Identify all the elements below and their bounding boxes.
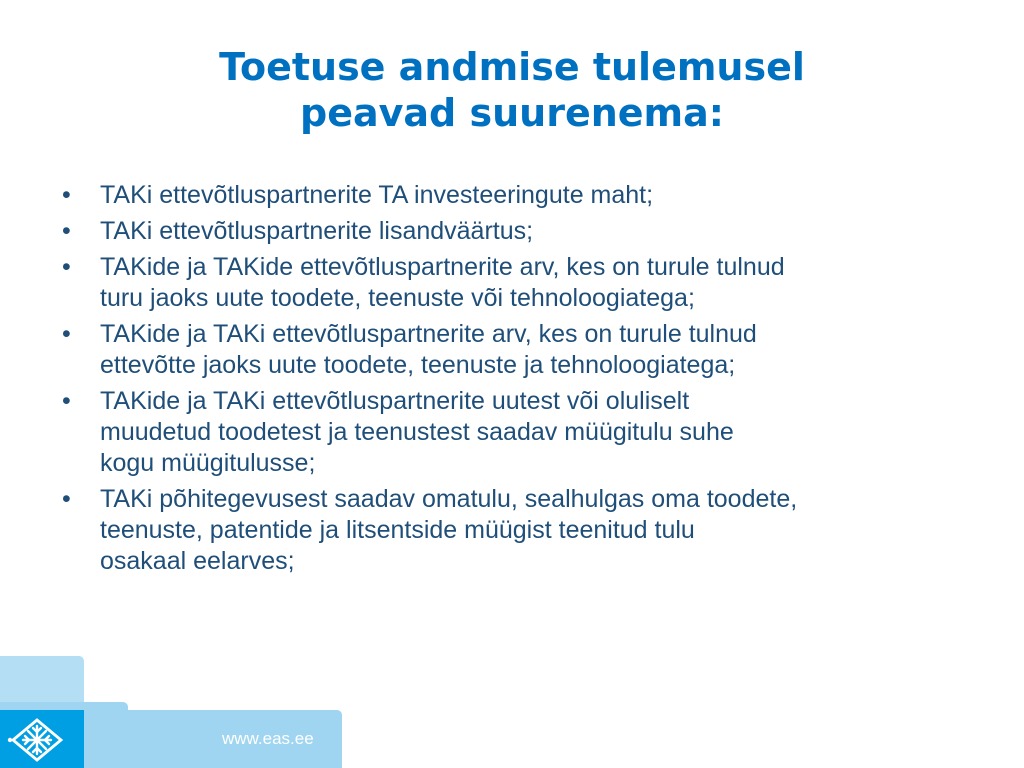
list-item-line: turu jaoks uute toodete, teenuste või tehnoloogiatega; — [100, 284, 695, 312]
eas-snowflake-logo-icon — [6, 716, 68, 764]
list-item — [62, 216, 982, 247]
bullet-dot: • — [62, 253, 71, 281]
list-item — [62, 252, 982, 314]
bullet-dot: • — [62, 320, 71, 348]
list-item-line: osakaal eelarves; — [100, 547, 295, 575]
list-item — [62, 386, 982, 479]
list-item-line: TAKi ettevõtluspartnerite TA investeeringute maht; — [100, 181, 654, 209]
list-item-line: TAKi põhitegevusest saadav omatulu, sealhulgas oma toodete, — [100, 485, 798, 513]
bullet-dot: • — [62, 217, 71, 245]
list-item — [62, 484, 982, 577]
list-item — [62, 319, 982, 381]
list-item-line: TAKi ettevõtluspartnerite lisandväärtus; — [100, 217, 534, 245]
list-item-line: teenuste, patentide ja litsentside müügist teenitud tulu — [100, 516, 695, 544]
list-item-line: TAKide ja TAKide ettevõtluspartnerite arv, kes on turule tulnud — [100, 253, 785, 281]
list-item-line: TAKide ja TAKi ettevõtluspartnerite uutest või oluliselt — [100, 387, 690, 415]
list-item-line: muudetud toodetest ja teenustest saadav müügitulu suhe — [100, 418, 734, 446]
list-item-line: TAKide ja TAKi ettevõtluspartnerite arv, kes on turule tulnud — [100, 320, 757, 348]
slide-title-line-2: peavad suurenema: — [300, 91, 724, 135]
slide-title — [0, 44, 1024, 136]
slide-title-line-1: Toetuse andmise tulemusel — [219, 45, 805, 89]
bullet-dot: • — [62, 181, 71, 209]
list-item — [62, 180, 982, 211]
bullet-list — [62, 180, 982, 582]
bullet-dot: • — [62, 387, 71, 415]
bullet-dot: • — [62, 485, 71, 513]
list-item-line: ettevõtte jaoks uute toodete, teenuste ja tehnoloogiatega; — [100, 351, 736, 379]
list-item-line: kogu müügitulusse; — [100, 449, 316, 477]
footer-url[interactable]: www.eas.ee — [222, 729, 314, 748]
